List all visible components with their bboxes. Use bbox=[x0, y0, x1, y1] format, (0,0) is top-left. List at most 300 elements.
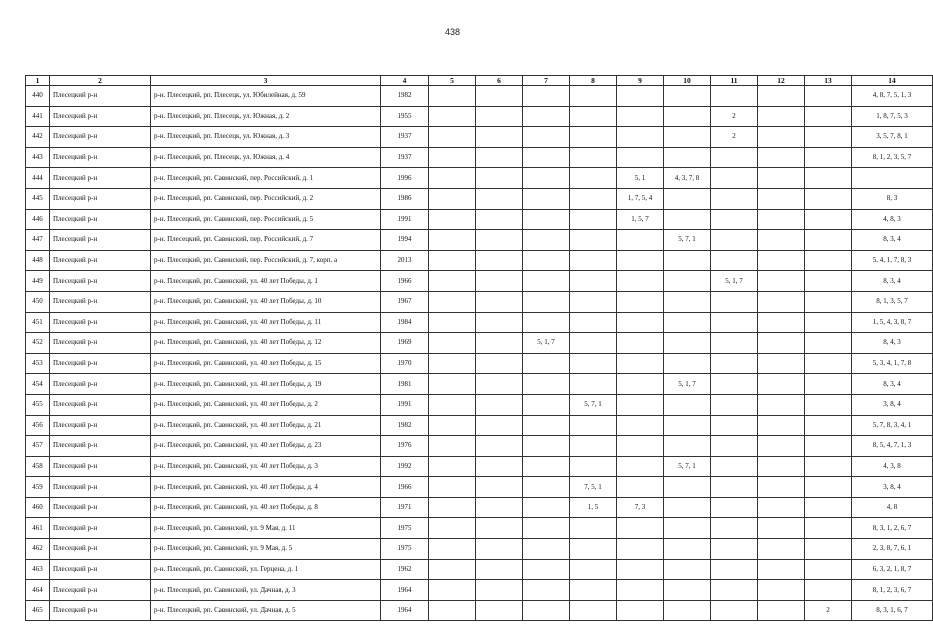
table-cell-col-4: 1982 bbox=[381, 415, 429, 436]
table-cell-col-7 bbox=[523, 436, 570, 457]
table-cell-col-7 bbox=[523, 518, 570, 539]
table-cell-col-8 bbox=[570, 291, 617, 312]
column-header-13: 13 bbox=[805, 76, 852, 86]
table-cell-col-3: р-н. Плесецкий, рп. Савинский, ул. 40 лет Победы, д. 11 bbox=[151, 312, 381, 333]
table-cell-col-14: 4, 8, 7, 5, 1, 3 bbox=[852, 86, 933, 107]
housing-register-table bbox=[25, 75, 933, 621]
table-cell-col-10 bbox=[664, 497, 711, 518]
table-cell-col-8 bbox=[570, 559, 617, 580]
table-cell-col-13 bbox=[805, 86, 852, 107]
table-cell-col-5 bbox=[429, 333, 476, 354]
table-cell-col-9 bbox=[617, 353, 664, 374]
table-cell-col-6 bbox=[476, 539, 523, 560]
column-header-10: 10 bbox=[664, 76, 711, 86]
table-cell-col-12 bbox=[758, 250, 805, 271]
table-cell-col-4: 1955 bbox=[381, 106, 429, 127]
table-cell-col-14: 8, 3, 4 bbox=[852, 230, 933, 251]
table-cell-col-11 bbox=[711, 209, 758, 230]
table-cell-col-6 bbox=[476, 497, 523, 518]
table-cell-col-9 bbox=[617, 394, 664, 415]
table-cell-col-9 bbox=[617, 559, 664, 580]
table-cell-col-6 bbox=[476, 600, 523, 621]
table-cell-col-9 bbox=[617, 415, 664, 436]
table-cell-col-7 bbox=[523, 600, 570, 621]
table-cell-col-13 bbox=[805, 559, 852, 580]
table-row bbox=[26, 374, 933, 395]
table-cell-col-2: Плесецкий р-н bbox=[50, 147, 151, 168]
table-cell-col-2: Плесецкий р-н bbox=[50, 250, 151, 271]
table-cell-col-3: р-н. Плесецкий, рп. Савинский, ул. 40 лет Победы, д. 10 bbox=[151, 291, 381, 312]
table-cell-col-1: 440 bbox=[26, 86, 50, 107]
table-cell-col-3: р-н. Плесецкий, рп. Савинский, ул. 40 лет Победы, д. 19 bbox=[151, 374, 381, 395]
table-row bbox=[26, 168, 933, 189]
table-row bbox=[26, 539, 933, 560]
table-cell-col-3: р-н. Плесецкий, рп. Плесецк, ул. Южная, д. 4 bbox=[151, 147, 381, 168]
table-cell-col-7 bbox=[523, 312, 570, 333]
table-cell-col-4: 1994 bbox=[381, 230, 429, 251]
table-cell-col-3: р-н. Плесецкий, рп. Савинский, ул. 40 лет Победы, д. 21 bbox=[151, 415, 381, 436]
table-cell-col-11 bbox=[711, 86, 758, 107]
table-cell-col-4: 1975 bbox=[381, 518, 429, 539]
table-cell-col-13 bbox=[805, 250, 852, 271]
table-cell-col-5 bbox=[429, 539, 476, 560]
table-row bbox=[26, 86, 933, 107]
column-header-11: 11 bbox=[711, 76, 758, 86]
table-cell-col-4: 1984 bbox=[381, 312, 429, 333]
table-cell-col-6 bbox=[476, 312, 523, 333]
table-cell-col-1: 444 bbox=[26, 168, 50, 189]
table-cell-col-5 bbox=[429, 518, 476, 539]
table-cell-col-2: Плесецкий р-н bbox=[50, 291, 151, 312]
table-row bbox=[26, 518, 933, 539]
table-cell-col-11 bbox=[711, 580, 758, 601]
table-cell-col-7 bbox=[523, 127, 570, 148]
table-cell-col-6 bbox=[476, 188, 523, 209]
table-cell-col-6 bbox=[476, 271, 523, 292]
table-cell-col-5 bbox=[429, 353, 476, 374]
table-cell-col-1: 456 bbox=[26, 415, 50, 436]
table-cell-col-10 bbox=[664, 518, 711, 539]
table-cell-col-10 bbox=[664, 291, 711, 312]
table-cell-col-1: 461 bbox=[26, 518, 50, 539]
table-cell-col-12 bbox=[758, 415, 805, 436]
table-cell-col-3: р-н. Плесецкий, рп. Савинский, ул. 40 лет Победы, д. 8 bbox=[151, 497, 381, 518]
table-cell-col-9 bbox=[617, 127, 664, 148]
table-cell-col-11: 2 bbox=[711, 127, 758, 148]
table-cell-col-3: р-н. Плесецкий, рп. Савинский, ул. 40 лет Победы, д. 1 bbox=[151, 271, 381, 292]
table-cell-col-10 bbox=[664, 271, 711, 292]
table-cell-col-7 bbox=[523, 291, 570, 312]
table-cell-col-12 bbox=[758, 374, 805, 395]
table-cell-col-13 bbox=[805, 188, 852, 209]
table-cell-col-14: 1, 8, 7, 5, 3 bbox=[852, 106, 933, 127]
table-cell-col-2: Плесецкий р-н bbox=[50, 188, 151, 209]
table-cell-col-6 bbox=[476, 106, 523, 127]
table-cell-col-1: 446 bbox=[26, 209, 50, 230]
table-cell-col-11 bbox=[711, 353, 758, 374]
table-cell-col-4: 2013 bbox=[381, 250, 429, 271]
table-cell-col-10: 5, 1, 7 bbox=[664, 374, 711, 395]
table-cell-col-13 bbox=[805, 230, 852, 251]
table-cell-col-7 bbox=[523, 497, 570, 518]
table-cell-col-6 bbox=[476, 250, 523, 271]
table-cell-col-10 bbox=[664, 600, 711, 621]
table-cell-col-2: Плесецкий р-н bbox=[50, 497, 151, 518]
table-cell-col-10 bbox=[664, 394, 711, 415]
table-cell-col-3: р-н. Плесецкий, рп. Савинский, ул. 9 Мая, д. 5 bbox=[151, 539, 381, 560]
table-cell-col-9 bbox=[617, 147, 664, 168]
table-cell-col-10 bbox=[664, 127, 711, 148]
table-cell-col-5 bbox=[429, 394, 476, 415]
table-cell-col-2: Плесецкий р-н bbox=[50, 353, 151, 374]
table-body bbox=[26, 86, 933, 621]
table-row bbox=[26, 312, 933, 333]
table-cell-col-9 bbox=[617, 312, 664, 333]
table-cell-col-4: 1991 bbox=[381, 394, 429, 415]
table-cell-col-2: Плесецкий р-н bbox=[50, 209, 151, 230]
table-cell-col-14: 8, 3, 1, 2, 6, 7 bbox=[852, 518, 933, 539]
table-cell-col-1: 447 bbox=[26, 230, 50, 251]
table-cell-col-13 bbox=[805, 580, 852, 601]
table-cell-col-3: р-н. Плесецкий, рп. Савинский, пер. Российский, д. 5 bbox=[151, 209, 381, 230]
table-cell-col-1: 462 bbox=[26, 539, 50, 560]
table-cell-col-14: 8, 3, 4 bbox=[852, 271, 933, 292]
table-cell-col-3: р-н. Плесецкий, рп. Савинский, ул. 40 лет Победы, д. 2 bbox=[151, 394, 381, 415]
table-cell-col-14: 5, 3, 4, 1, 7, 8 bbox=[852, 353, 933, 374]
table-cell-col-11 bbox=[711, 230, 758, 251]
table-cell-col-8: 5, 7, 1 bbox=[570, 394, 617, 415]
table-cell-col-14: 5, 4, 1, 7, 8, 3 bbox=[852, 250, 933, 271]
table-cell-col-3: р-н. Плесецкий, рп. Савинский, ул. Герцена, д. 1 bbox=[151, 559, 381, 580]
table-cell-col-13 bbox=[805, 312, 852, 333]
table-cell-col-4: 1962 bbox=[381, 559, 429, 580]
table-cell-col-2: Плесецкий р-н bbox=[50, 86, 151, 107]
table-cell-col-7 bbox=[523, 168, 570, 189]
table-cell-col-12 bbox=[758, 86, 805, 107]
table-cell-col-1: 464 bbox=[26, 580, 50, 601]
table-cell-col-6 bbox=[476, 147, 523, 168]
table-row bbox=[26, 230, 933, 251]
table-cell-col-5 bbox=[429, 415, 476, 436]
table-cell-col-4: 1966 bbox=[381, 271, 429, 292]
table-cell-col-8 bbox=[570, 353, 617, 374]
table-row bbox=[26, 291, 933, 312]
table-row bbox=[26, 415, 933, 436]
table-cell-col-9 bbox=[617, 291, 664, 312]
table-cell-col-4: 1967 bbox=[381, 291, 429, 312]
table-cell-col-1: 458 bbox=[26, 456, 50, 477]
table-cell-col-6 bbox=[476, 518, 523, 539]
table-cell-col-9 bbox=[617, 518, 664, 539]
table-cell-col-13 bbox=[805, 271, 852, 292]
table-cell-col-8 bbox=[570, 374, 617, 395]
table-cell-col-8 bbox=[570, 436, 617, 457]
table-cell-col-8 bbox=[570, 333, 617, 354]
table-row bbox=[26, 209, 933, 230]
table-row bbox=[26, 353, 933, 374]
table-cell-col-3: р-н. Плесецкий, рп. Савинский, пер. Российский, д. 7, корп. а bbox=[151, 250, 381, 271]
table-cell-col-9: 1, 7, 5, 4 bbox=[617, 188, 664, 209]
table-cell-col-6 bbox=[476, 394, 523, 415]
table-cell-col-1: 460 bbox=[26, 497, 50, 518]
table-cell-col-8: 7, 5, 1 bbox=[570, 477, 617, 498]
table-cell-col-6 bbox=[476, 415, 523, 436]
table-cell-col-12 bbox=[758, 147, 805, 168]
table-cell-col-11: 2 bbox=[711, 106, 758, 127]
table-cell-col-4: 1975 bbox=[381, 539, 429, 560]
table-cell-col-13 bbox=[805, 415, 852, 436]
column-header-1: 1 bbox=[26, 76, 50, 86]
table-cell-col-9 bbox=[617, 86, 664, 107]
table-row bbox=[26, 580, 933, 601]
table-cell-col-8 bbox=[570, 127, 617, 148]
table-cell-col-7 bbox=[523, 374, 570, 395]
table-row bbox=[26, 600, 933, 621]
table-cell-col-1: 465 bbox=[26, 600, 50, 621]
table-cell-col-12 bbox=[758, 497, 805, 518]
table-cell-col-12 bbox=[758, 436, 805, 457]
table-cell-col-12 bbox=[758, 394, 805, 415]
column-header-6: 6 bbox=[476, 76, 523, 86]
table-cell-col-7 bbox=[523, 559, 570, 580]
table-cell-col-14: 8, 1, 2, 3, 6, 7 bbox=[852, 580, 933, 601]
table-cell-col-2: Плесецкий р-н bbox=[50, 394, 151, 415]
table-cell-col-2: Плесецкий р-н bbox=[50, 477, 151, 498]
column-header-2: 2 bbox=[50, 76, 151, 86]
table-cell-col-3: р-н. Плесецкий, рп. Плесецк, ул. Юбилейная, д. 59 bbox=[151, 86, 381, 107]
table-cell-col-13 bbox=[805, 436, 852, 457]
table-cell-col-1: 455 bbox=[26, 394, 50, 415]
table-cell-col-9: 5, 1 bbox=[617, 168, 664, 189]
table-cell-col-9 bbox=[617, 250, 664, 271]
table-cell-col-13 bbox=[805, 333, 852, 354]
table-cell-col-11 bbox=[711, 168, 758, 189]
table-cell-col-1: 452 bbox=[26, 333, 50, 354]
table-cell-col-5 bbox=[429, 600, 476, 621]
table-cell-col-5 bbox=[429, 188, 476, 209]
table-cell-col-3: р-н. Плесецкий, рп. Савинский, ул. 40 лет Победы, д. 12 bbox=[151, 333, 381, 354]
table-cell-col-9 bbox=[617, 477, 664, 498]
table-cell-col-7 bbox=[523, 539, 570, 560]
table-cell-col-9 bbox=[617, 230, 664, 251]
table-cell-col-8 bbox=[570, 271, 617, 292]
table-cell-col-8 bbox=[570, 580, 617, 601]
table-cell-col-10 bbox=[664, 477, 711, 498]
table-cell-col-2: Плесецкий р-н bbox=[50, 456, 151, 477]
table-cell-col-7 bbox=[523, 271, 570, 292]
table-row bbox=[26, 456, 933, 477]
table-cell-col-11 bbox=[711, 147, 758, 168]
table-cell-col-11 bbox=[711, 600, 758, 621]
table-cell-col-14: 8, 3, 4 bbox=[852, 374, 933, 395]
table-cell-col-4: 1937 bbox=[381, 127, 429, 148]
table-cell-col-7 bbox=[523, 415, 570, 436]
table-cell-col-14: 8, 1, 2, 3, 5, 7 bbox=[852, 147, 933, 168]
table-cell-col-10 bbox=[664, 209, 711, 230]
table-cell-col-4: 1970 bbox=[381, 353, 429, 374]
table-cell-col-10 bbox=[664, 250, 711, 271]
table-cell-col-14: 4, 8, 3 bbox=[852, 209, 933, 230]
table-cell-col-6 bbox=[476, 127, 523, 148]
table-cell-col-10 bbox=[664, 559, 711, 580]
table-cell-col-13: 2 bbox=[805, 600, 852, 621]
table-cell-col-7 bbox=[523, 394, 570, 415]
table-cell-col-14: 4, 3, 8 bbox=[852, 456, 933, 477]
column-header-3: 3 bbox=[151, 76, 381, 86]
table-cell-col-6 bbox=[476, 168, 523, 189]
table-cell-col-13 bbox=[805, 291, 852, 312]
table-cell-col-9 bbox=[617, 580, 664, 601]
table-cell-col-14: 3, 8, 4 bbox=[852, 477, 933, 498]
table-cell-col-4: 1969 bbox=[381, 333, 429, 354]
table-cell-col-10 bbox=[664, 580, 711, 601]
table-row bbox=[26, 394, 933, 415]
table-cell-col-7: 5, 1, 7 bbox=[523, 333, 570, 354]
table-cell-col-1: 457 bbox=[26, 436, 50, 457]
table-cell-col-5 bbox=[429, 147, 476, 168]
table-cell-col-1: 463 bbox=[26, 559, 50, 580]
table-cell-col-12 bbox=[758, 353, 805, 374]
table-cell-col-11 bbox=[711, 188, 758, 209]
table-cell-col-2: Плесецкий р-н bbox=[50, 374, 151, 395]
table-cell-col-3: р-н. Плесецкий, рп. Савинский, ул. 9 Мая, д. 11 bbox=[151, 518, 381, 539]
table-cell-col-8 bbox=[570, 209, 617, 230]
table-cell-col-2: Плесецкий р-н bbox=[50, 559, 151, 580]
table-cell-col-12 bbox=[758, 518, 805, 539]
column-header-12: 12 bbox=[758, 76, 805, 86]
table-cell-col-3: р-н. Плесецкий, рп. Савинский, ул. Дачная, д. 3 bbox=[151, 580, 381, 601]
table-cell-col-7 bbox=[523, 106, 570, 127]
table-cell-col-11 bbox=[711, 497, 758, 518]
table-cell-col-1: 442 bbox=[26, 127, 50, 148]
table-cell-col-4: 1986 bbox=[381, 188, 429, 209]
table-cell-col-11 bbox=[711, 456, 758, 477]
page-number: 438 bbox=[444, 27, 461, 37]
table-row bbox=[26, 477, 933, 498]
table-cell-col-5 bbox=[429, 209, 476, 230]
table-cell-col-13 bbox=[805, 209, 852, 230]
table-cell-col-12 bbox=[758, 456, 805, 477]
table-cell-col-13 bbox=[805, 353, 852, 374]
table-cell-col-12 bbox=[758, 559, 805, 580]
table-cell-col-13 bbox=[805, 539, 852, 560]
table-cell-col-8 bbox=[570, 312, 617, 333]
table-cell-col-2: Плесецкий р-н bbox=[50, 415, 151, 436]
table-cell-col-1: 448 bbox=[26, 250, 50, 271]
column-header-8: 8 bbox=[570, 76, 617, 86]
table-cell-col-11 bbox=[711, 518, 758, 539]
table-cell-col-13 bbox=[805, 456, 852, 477]
table-cell-col-5 bbox=[429, 86, 476, 107]
table-cell-col-5 bbox=[429, 559, 476, 580]
table-cell-col-9 bbox=[617, 333, 664, 354]
table-cell-col-10 bbox=[664, 415, 711, 436]
table-cell-col-9 bbox=[617, 600, 664, 621]
table-cell-col-12 bbox=[758, 477, 805, 498]
table-cell-col-9 bbox=[617, 271, 664, 292]
table-cell-col-10 bbox=[664, 188, 711, 209]
table-cell-col-6 bbox=[476, 374, 523, 395]
table-cell-col-8 bbox=[570, 250, 617, 271]
table-cell-col-7 bbox=[523, 188, 570, 209]
table-cell-col-3: р-н. Плесецкий, рп. Плесецк, ул. Южная, д. 3 bbox=[151, 127, 381, 148]
table-row bbox=[26, 271, 933, 292]
table-cell-col-13 bbox=[805, 497, 852, 518]
table-row bbox=[26, 497, 933, 518]
table-cell-col-8 bbox=[570, 539, 617, 560]
table-cell-col-4: 1982 bbox=[381, 86, 429, 107]
table-cell-col-9 bbox=[617, 456, 664, 477]
table-cell-col-1: 441 bbox=[26, 106, 50, 127]
table-cell-col-3: р-н. Плесецкий, рп. Савинский, пер. Российский, д. 7 bbox=[151, 230, 381, 251]
table-cell-col-4: 1964 bbox=[381, 580, 429, 601]
table-cell-col-5 bbox=[429, 477, 476, 498]
table-cell-col-12 bbox=[758, 127, 805, 148]
table-cell-col-6 bbox=[476, 333, 523, 354]
table-cell-col-8 bbox=[570, 518, 617, 539]
table-cell-col-5 bbox=[429, 230, 476, 251]
table-cell-col-5 bbox=[429, 168, 476, 189]
table-cell-col-7 bbox=[523, 86, 570, 107]
table-cell-col-2: Плесецкий р-н bbox=[50, 106, 151, 127]
table-cell-col-12 bbox=[758, 271, 805, 292]
table-cell-col-14: 5, 7, 8, 3, 4, 1 bbox=[852, 415, 933, 436]
table-cell-col-2: Плесецкий р-н bbox=[50, 333, 151, 354]
table-cell-col-4: 1996 bbox=[381, 168, 429, 189]
table-cell-col-8 bbox=[570, 415, 617, 436]
table-cell-col-5 bbox=[429, 106, 476, 127]
table-row bbox=[26, 106, 933, 127]
table-cell-col-7 bbox=[523, 147, 570, 168]
column-header-5: 5 bbox=[429, 76, 476, 86]
table-cell-col-2: Плесецкий р-н bbox=[50, 600, 151, 621]
table-cell-col-6 bbox=[476, 477, 523, 498]
table-cell-col-14: 1, 5, 4, 3, 8, 7 bbox=[852, 312, 933, 333]
table-cell-col-2: Плесецкий р-н bbox=[50, 127, 151, 148]
table-cell-col-14: 3, 8, 4 bbox=[852, 394, 933, 415]
table-cell-col-1: 450 bbox=[26, 291, 50, 312]
table-cell-col-1: 443 bbox=[26, 147, 50, 168]
table-cell-col-13 bbox=[805, 518, 852, 539]
table-cell-col-7 bbox=[523, 477, 570, 498]
table-cell-col-11 bbox=[711, 477, 758, 498]
table-cell-col-3: р-н. Плесецкий, рп. Плесецк, ул. Южная, д. 2 bbox=[151, 106, 381, 127]
table-cell-col-14: 8, 3, 1, 6, 7 bbox=[852, 600, 933, 621]
table-cell-col-10 bbox=[664, 436, 711, 457]
table-cell-col-4: 1971 bbox=[381, 497, 429, 518]
table-cell-col-10: 5, 7, 1 bbox=[664, 456, 711, 477]
column-header-4: 4 bbox=[381, 76, 429, 86]
table-cell-col-10 bbox=[664, 147, 711, 168]
table-cell-col-11 bbox=[711, 312, 758, 333]
table-cell-col-4: 1964 bbox=[381, 600, 429, 621]
table-cell-col-11 bbox=[711, 250, 758, 271]
table-cell-col-12 bbox=[758, 539, 805, 560]
table-cell-col-9 bbox=[617, 539, 664, 560]
table-cell-col-7 bbox=[523, 230, 570, 251]
table-cell-col-1: 454 bbox=[26, 374, 50, 395]
table-cell-col-4: 1976 bbox=[381, 436, 429, 457]
table-cell-col-2: Плесецкий р-н bbox=[50, 539, 151, 560]
table-cell-col-13 bbox=[805, 477, 852, 498]
table-cell-col-6 bbox=[476, 580, 523, 601]
table-cell-col-10: 5, 7, 1 bbox=[664, 230, 711, 251]
table-cell-col-10 bbox=[664, 353, 711, 374]
table-cell-col-7 bbox=[523, 209, 570, 230]
table-cell-col-3: р-н. Плесецкий, рп. Савинский, ул. Дачная, д. 5 bbox=[151, 600, 381, 621]
column-header-14: 14 bbox=[852, 76, 933, 86]
table-row bbox=[26, 147, 933, 168]
